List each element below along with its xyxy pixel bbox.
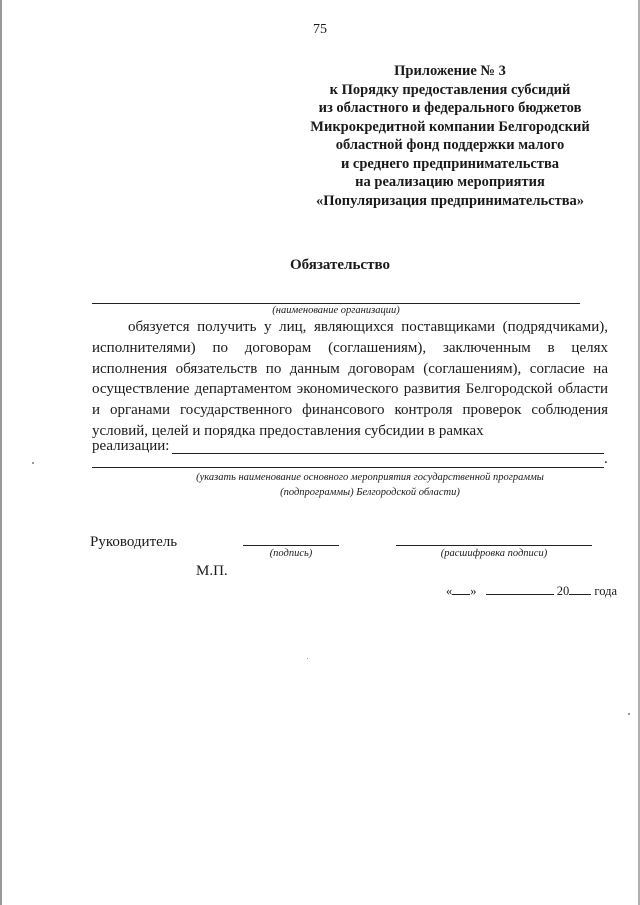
scan-speck	[32, 462, 34, 464]
year-blank	[569, 583, 591, 595]
page-edge-left	[0, 0, 2, 905]
date-line	[446, 583, 617, 599]
obligation-text	[92, 317, 608, 442]
appendix-line: и среднего предпринимательства	[340, 155, 560, 172]
appendix-line: областной фонд поддержки малого	[335, 137, 565, 153]
manager-label: Руководитель	[90, 534, 178, 550]
appendix-line: из областного и федерального бюджетов	[318, 100, 582, 116]
program-caption-line: (указать наименование основного мероприятия государственной программы	[196, 472, 544, 483]
signature-caption: (подпись)	[269, 548, 313, 559]
realization-label: реализации:	[92, 438, 170, 454]
scan-speck	[307, 658, 308, 659]
document-title: Обязательство	[290, 257, 390, 273]
month-blank	[486, 583, 554, 595]
stamp-label: М.П.	[196, 563, 228, 579]
appendix-line: Микрокредитной компании Белгородский	[310, 118, 590, 135]
date-close-quote: »	[470, 584, 477, 598]
appendix-line: «Популяризация предпринимательства»	[315, 192, 585, 209]
program-caption	[130, 470, 610, 500]
appendix-line: к Порядку предоставления субсидий	[329, 81, 571, 98]
realization-line	[172, 453, 604, 454]
line-end-dot: .	[604, 451, 608, 467]
year-prefix: 20	[556, 584, 570, 598]
org-name-line	[92, 303, 580, 304]
page-number: 75	[313, 22, 327, 37]
scan-speck	[628, 713, 630, 715]
signature-decode-caption: (расшифровка подписи)	[440, 548, 548, 559]
program-name-line	[92, 467, 604, 468]
appendix-header	[260, 62, 640, 210]
obligation-paragraph: обязуется получить у лиц, являющихся поставщиками (подрядчиками), исполнителями) по договорам (соглашениям), заключенным в целях исполнения обязательств по данным договорам (соглашениям), согласие на осуществление департаментом экономического развития Белгородской области и органами государственного финансового контроля проверок соблюдения условий, целей и порядка предоставления субсидии в рамках	[92, 319, 608, 439]
signature-decode-line	[396, 545, 592, 546]
org-name-caption: (наименование организации)	[272, 305, 400, 316]
appendix-line: Приложение № 3	[394, 63, 506, 79]
day-blank	[452, 583, 470, 595]
appendix-line: на реализацию мероприятия	[355, 174, 545, 190]
signature-line	[243, 545, 339, 546]
date-open-quote: «	[446, 584, 453, 598]
program-caption-line: (подпрограммы) Белгородской области)	[280, 487, 460, 498]
year-suffix: года	[594, 584, 617, 598]
